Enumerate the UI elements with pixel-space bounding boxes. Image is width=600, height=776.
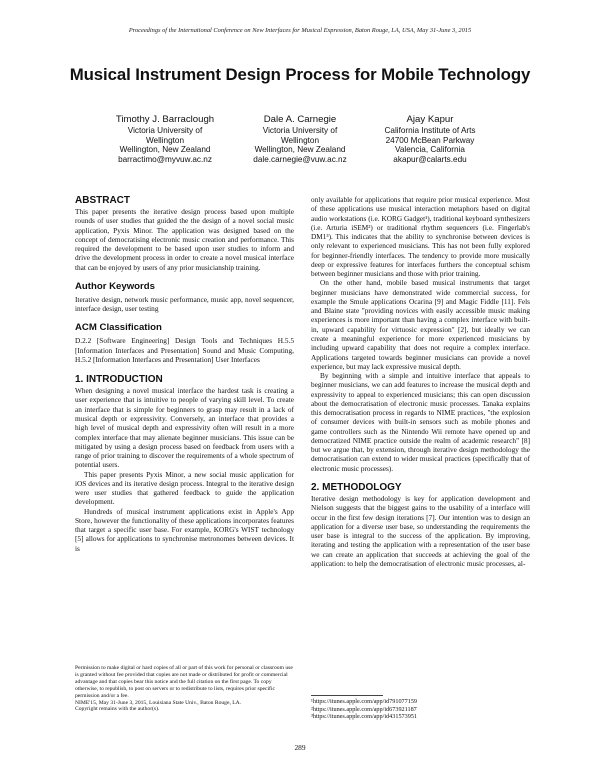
keywords-heading: Author Keywords: [75, 280, 155, 292]
author-affiliation: 24700 McBean Parkway: [385, 135, 475, 145]
left-column: [75, 195, 294, 553]
author-email[interactable]: akapur@calarts.edu: [393, 154, 467, 164]
abstract-text: This paper presents the iterative design process based upon multiple rounds of user studies that guided the the design of a novel social music application, Pyxis Minor. The application was designed based on the concept of democratising electronic music creation and performance. This required the development to be based upon user studies to inform and drive the development process in order to create a novel musical interface that can be enjoyed by users of any prior musicianship training.: [75, 207, 294, 272]
author-affiliation: California Institute of Arts: [384, 126, 476, 136]
intro-paragraph-3: Hundreds of musical instrument applications exist in Apple's App Store, however the functionality of these applications incorporates features that target a specific user base. For example, KORG's WIST technology [5] allows for applications to synchronise metronomes between devices. It is: [75, 506, 294, 553]
intro-heading: 1. INTRODUCTION: [75, 374, 163, 386]
author-block-3: [340, 114, 520, 165]
copyright-text: Copyright remains with the author(s).: [75, 706, 160, 713]
author-location: Valencia, California: [395, 145, 465, 155]
page-number: 289: [294, 743, 306, 752]
right-column: [311, 195, 530, 568]
footnote-link[interactable]: ¹https://itunes.apple.com/app/id791077159: [311, 698, 418, 705]
footnote-link[interactable]: ²https://itunes.apple.com/app/id673921187: [311, 705, 417, 713]
author-affiliation: Victoria University of: [262, 126, 338, 136]
paper-title: Musical Instrument Design Process for Mobile Technology: [69, 65, 531, 84]
footnote-rule: [311, 695, 383, 696]
body-paragraph: only available for applications that require prior musical experience. Most of these applications use musical interaction metaphors based on digital audio workstations (i.e. KORG Gadget¹), traditional keyboard synthesizers (i.e. Arturia iSEM²) or traditional rhythm sequencers (i.e. Fingerlab's DM1³). This indicates that the ability to synchronise between devices is only relevant to experienced musicians. This has not been fully explored for beginner-friendly interfaces. The tendency to provide more musically deep or expressive features for interfaces furthers the conceptual schism between beginner musicians and those with prior training.: [311, 195, 530, 279]
footnotes: [311, 695, 530, 721]
author-name: Timothy J. Barraclough: [115, 114, 215, 125]
venue-text: NIME'15, May 31-June 3, 2015, Louisiana State Univ., Baton Rouge, LA.: [75, 699, 242, 706]
proceedings-header: Proceedings of the International Conference on New Interfaces for Musical Expression, Baton Rouge, LA, USA, May 31-June 3, 2015: [128, 27, 472, 34]
body-paragraph: By beginning with a simple and intuitive interface that appeals to beginner musicians, we can add features to increase the musical depth and expressivity to appeal to experienced musicians; this can open discussion about the democratisation of electronic music processes. Tanaka explains this democratisation process in regards to NIME practices, "the explosion of consumer devices with built-in sensors such as mobile phones and game controllers such as the Nintendo Wii remote have opened up and democratized NIME practice outside the realm of academic research" [8] but we argue that, by extension, through iterative design methodology the democratisation can extend to wider musical practices (specifically that of electronic music processes).: [311, 371, 530, 473]
methodology-paragraph: Iterative design methodology is key for application development and Nielson suggests that the biggest gains to the usability of a interface will occur in the first few design iterations [7]. Our intention was to design an application for a diverse user base, so understanding the requirements the user base is integral to the success of the application. By improving, iterating and testing the application with a representation of the user base we can create an application that succeeds at achieving the goal of the application: to help the democratisation of electronic music processes, al-: [311, 493, 530, 568]
acm-heading: ACM Classification: [75, 322, 162, 334]
author-name: Dale A. Carnegie: [263, 114, 337, 125]
permission-text: Permission to make digital or hard copies of all or part of this work for personal or classroom use is granted without fee provided that copies are not made or distributed for profit or commercial advantage and that copies bear this notice and the full citation on the first page. To copy otherwise, to republish, to post on servers or to redistribute to lists, requires prior specific permission and/or a fee.: [75, 665, 293, 699]
author-email[interactable]: dale.carnegie@vuw.ac.nz: [253, 154, 347, 164]
author-email[interactable]: barractimo@myvuw.ac.nz: [118, 154, 212, 164]
keywords-text: Iterative design, network music performance, music app, novel sequencer, interface design, user testing: [75, 294, 294, 314]
acm-text: D.2.2 [Software Engineering] Design Tools and Techniques H.5.5 [Information Interfaces and Presentation] Sound and Music Computing, H.5.2 [Information Interfaces and Presentation] User Interfaces: [75, 336, 294, 364]
author-name: Ajay Kapur: [406, 114, 454, 125]
methodology-heading: 2. METHODOLOGY: [311, 481, 402, 493]
intro-paragraph-1: When designing a novel musical interface the hardest task is creating a user experience that is intuitive to people of varying skill level. To create an interface that is simple for beginners to grasp may result in a lack of musical depth or expressivity. Conversely, an interface that provides a high level of musical depth and expressivity often will result in a more complex interface that may alienate beginner musicians. This issue can be mitigated by using a design process based on feedback from users with a range of prior training to discover the requirements of a whole spectrum of potential users.: [75, 386, 294, 470]
author-affiliation: Wellington: [145, 135, 185, 145]
footnote-link[interactable]: ³https://itunes.apple.com/app/id431573951: [311, 713, 418, 721]
author-location: Wellington, New Zealand: [119, 145, 211, 155]
abstract-heading: ABSTRACT: [75, 195, 130, 206]
body-paragraph: On the other hand, mobile based musical instruments that target beginner musicians have demonstrated wide commercial success, for example the Smule applications Ocarina [9] and Magic Fiddle [11]. Fels and Blaine state "providing novices with easily accessible music making experiences is more important than having a complex interface with built-in, upward capability for virtuosic expression" [2], but ideally we can create a meaningful experience for more experienced musicians by including upward capability that does not require a complex interface. Applications targeted towards beginner musicians can provide a novel experience, but may lack expressive musical depth.: [311, 278, 530, 371]
permission-block: [75, 665, 294, 713]
author-location: Wellington, New Zealand: [254, 145, 346, 155]
author-affiliation: Victoria University of: [127, 126, 203, 136]
intro-paragraph-2: This paper presents Pyxis Minor, a new social music application for iOS devices and its iterative design process. Integral to the iterative design were user studies that gathered feedback to guide the application development.: [75, 469, 294, 507]
author-affiliation: Wellington: [280, 135, 320, 145]
